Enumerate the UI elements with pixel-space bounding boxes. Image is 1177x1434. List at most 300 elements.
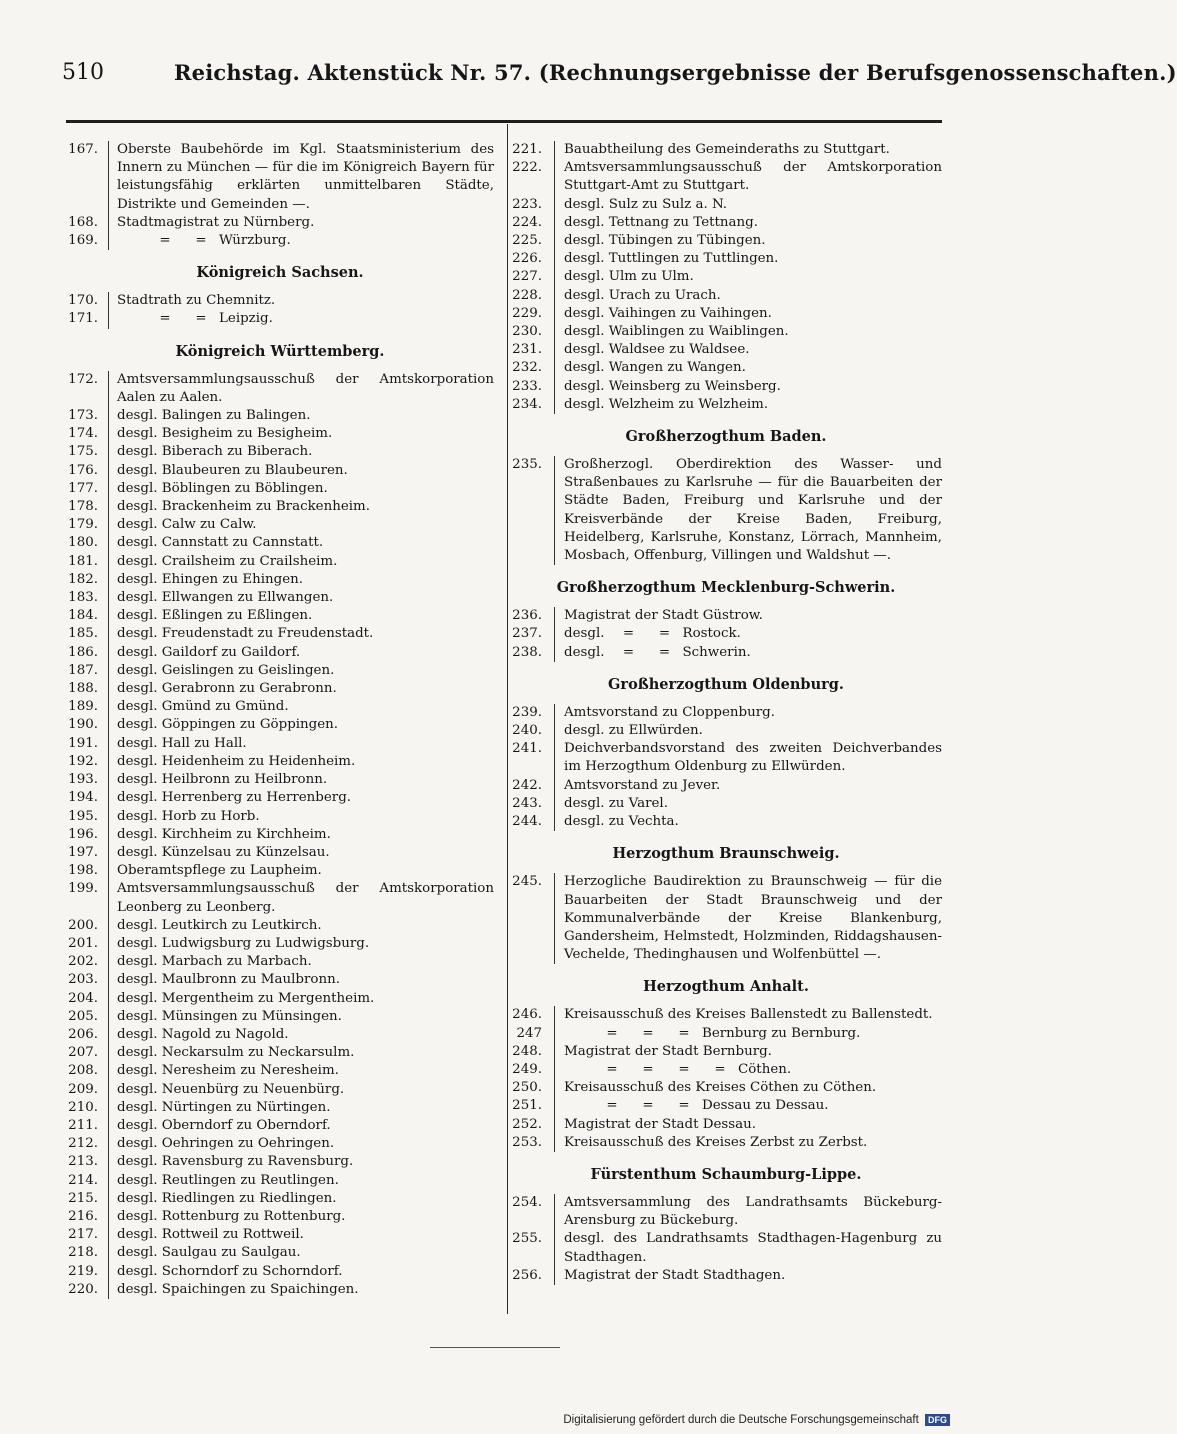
number-rule [108, 990, 109, 1008]
entry-number: 225. [512, 233, 542, 249]
list-entry [66, 1172, 494, 1190]
entry-number: 200. [68, 917, 98, 933]
entry-text: Kreisausschuß des Kreises Cöthen zu Cöthen. [564, 1080, 877, 1096]
entry-number: 221. [512, 142, 542, 157]
list-entry [510, 196, 942, 214]
entry-text: Großherzogl. Oberdirektion des Wasser- und Straßenbaues zu Karlsruhe — für die Bauarbeiten der Städte Baden, Freiburg und Karlsruhe und der Kreisverbände der Kreise Baden, Freiburg, Heidelberg, Karlsruhe, Konstanz, Lörrach, Mannheim, Mosbach, Offenburg, Villingen und Waldshut —. [564, 457, 942, 564]
list-entry [66, 880, 494, 916]
entry-number: 218. [68, 1245, 98, 1261]
entry-number: 190. [68, 717, 98, 733]
entry-text [564, 1061, 942, 1079]
number-rule [554, 1025, 555, 1043]
entry-text: desgl. Neckarsulm zu Neckarsulm. [117, 1045, 355, 1061]
entry-text: desgl. Gmünd zu Gmünd. [117, 699, 289, 715]
number-rule [108, 935, 109, 953]
number-rule [108, 826, 109, 844]
entry-number: 219. [68, 1263, 98, 1279]
entry-text: desgl. Saulgau zu Saulgau. [117, 1245, 301, 1261]
ditto-mark: = [195, 311, 207, 327]
entry-text [117, 232, 494, 250]
list-entry [510, 305, 942, 323]
entry-text: Amtsvorstand zu Jever. [564, 777, 721, 793]
number-rule [554, 873, 555, 964]
number-rule [554, 287, 555, 305]
list-entry [66, 498, 494, 516]
list-entry [66, 310, 494, 328]
number-rule [108, 1244, 109, 1262]
number-rule [108, 607, 109, 625]
entry-number: 170. [68, 293, 98, 309]
ditto-mark: = [642, 1098, 654, 1114]
entry-text: Amtsvorstand zu Cloppenburg. [564, 704, 775, 720]
number-rule [108, 698, 109, 716]
entry-place: Schwerin. [682, 644, 751, 660]
entry-number: 201. [68, 935, 98, 951]
section-heading: Königreich Sachsen. [196, 264, 364, 282]
entry-text: desgl. Maulbronn zu Maulbronn. [117, 972, 340, 988]
list-entry [510, 1079, 942, 1097]
number-rule [108, 971, 109, 989]
section-heading: Fürstenthum Schaumburg-Lippe. [590, 1165, 862, 1183]
entry-text: Oberste Baubehörde im Kgl. Staatsministerium des Innern zu München — für die im Königreich Bayern für leistungsfähig erklärten unmittelbaren Städte, Distrikte und Gemeinden —. [117, 142, 494, 212]
number-rule [108, 880, 109, 916]
entry-text: desgl. Oehringen zu Oehringen. [117, 1136, 335, 1152]
entry-prefix: desgl. [564, 644, 605, 660]
ditto-mark: = [642, 1061, 654, 1077]
number-rule [554, 1230, 555, 1266]
number-rule [554, 232, 555, 250]
entry-text: desgl. Ludwigsburg zu Ludwigsburg. [117, 935, 370, 951]
ditto-mark: = [195, 233, 207, 249]
entry-number: 206. [68, 1026, 98, 1042]
list-entry [510, 1097, 942, 1115]
list-entry [510, 341, 942, 359]
list-entry [510, 456, 942, 565]
entry-text: desgl. Tübingen zu Tübingen. [564, 233, 766, 249]
entry-number: 172. [68, 371, 98, 387]
entry-number: 208. [68, 1063, 98, 1079]
number-rule [108, 862, 109, 880]
number-rule [108, 1117, 109, 1135]
number-rule [108, 214, 109, 232]
entry-number: 180. [68, 535, 98, 551]
entry-number: 241. [512, 741, 542, 757]
list-entry [66, 735, 494, 753]
entry-text: desgl. Eßlingen zu Eßlingen. [117, 608, 313, 624]
list-entry [66, 644, 494, 662]
number-rule [554, 214, 555, 232]
entry-text: Magistrat der Stadt Güstrow. [564, 608, 763, 624]
entry-text: Amtsversammlung des Landrathsamts Bückeburg-Arensburg zu Bückeburg. [564, 1194, 942, 1229]
list-entry [510, 607, 942, 625]
list-entry [510, 141, 942, 159]
entry-place: Rostock. [682, 626, 741, 642]
list-entry [66, 698, 494, 716]
entry-number: 198. [68, 863, 98, 879]
list-entry [66, 516, 494, 534]
number-rule [554, 1267, 555, 1285]
number-rule [554, 740, 555, 776]
list-entry [66, 826, 494, 844]
list-entry [510, 378, 942, 396]
entry-number: 239. [512, 704, 542, 720]
entry-number: 186. [68, 644, 98, 660]
number-rule [108, 371, 109, 407]
entry-text: desgl. Balingen zu Balingen. [117, 408, 311, 424]
number-rule [554, 323, 555, 341]
entry-number: 235. [512, 457, 542, 473]
entry-number: 229. [512, 305, 542, 321]
entry-text: desgl. Marbach zu Marbach. [117, 954, 312, 970]
entry-text: desgl. Böblingen zu Böblingen. [117, 480, 328, 496]
entry-text: desgl. Tuttlingen zu Tuttlingen. [564, 251, 779, 267]
entry-text: desgl. Nagold zu Nagold. [117, 1026, 289, 1042]
entry-text: Deichverbandsvorstand des zweiten Deichverbandes im Herzogthum Oldenburg zu Ellwürden. [564, 741, 942, 775]
entry-text: Magistrat der Stadt Dessau. [564, 1116, 756, 1132]
list-entry [66, 1244, 494, 1262]
entry-number: 167. [68, 142, 98, 157]
list-entry [66, 214, 494, 232]
list-entry [66, 1208, 494, 1226]
entry-number: 254. [512, 1194, 542, 1210]
header-rule [66, 120, 942, 123]
section-heading: Großherzogthum Baden. [625, 428, 827, 446]
entry-number: 214. [68, 1172, 98, 1188]
ditto-mark: = [159, 233, 171, 249]
entry-text: desgl. zu Varel. [564, 795, 668, 811]
entry-text [564, 625, 942, 643]
entry-number: 246. [512, 1007, 542, 1023]
entry-number: 179. [68, 517, 98, 533]
entry-number: 176. [68, 462, 98, 478]
entry-number: 230. [512, 324, 542, 340]
number-rule [554, 644, 555, 662]
entry-text [117, 310, 494, 328]
number-rule [554, 625, 555, 643]
entry-place: Würzburg. [219, 233, 291, 249]
list-entry [510, 722, 942, 740]
number-rule [554, 250, 555, 268]
list-entry [510, 159, 942, 195]
list-entry [510, 777, 942, 795]
entry-text: Bauabtheilung des Gemeinderaths zu Stuttgart. [564, 142, 890, 157]
entry-prefix: desgl. [564, 626, 605, 642]
number-rule [108, 644, 109, 662]
section-heading: Herzogthum Braunschweig. [612, 845, 840, 863]
list-entry [510, 625, 942, 643]
number-rule [108, 662, 109, 680]
entry-number: 234. [512, 396, 542, 412]
entry-text: desgl. zu Ellwürden. [564, 723, 703, 739]
number-rule [108, 553, 109, 571]
list-entry [66, 971, 494, 989]
number-rule [108, 141, 109, 214]
number-rule [554, 268, 555, 286]
list-entry [510, 268, 942, 286]
entry-number: 255. [512, 1231, 542, 1247]
number-rule [554, 1043, 555, 1061]
ditto-mark: = [622, 644, 635, 660]
list-entry [510, 740, 942, 776]
list-entry [510, 1134, 942, 1152]
number-rule [108, 625, 109, 643]
entry-text: Kreisausschuß des Kreises Ballenstedt zu Ballenstedt. [564, 1007, 933, 1023]
list-entry [66, 480, 494, 498]
ditto-mark: = [678, 1098, 690, 1114]
entry-number: 217. [68, 1227, 98, 1243]
number-rule [554, 305, 555, 323]
entry-text: desgl. Münsingen zu Münsingen. [117, 1008, 342, 1024]
entry-number: 228. [512, 287, 542, 303]
entry-text: Amtsversammlungsausschuß der Amtskorporation Aalen zu Aalen. [117, 371, 494, 405]
number-rule [554, 196, 555, 214]
digitization-footer [563, 1414, 950, 1426]
list-entry [66, 1008, 494, 1026]
list-entry [510, 396, 942, 414]
entry-text: desgl. Geislingen zu Geislingen. [117, 662, 335, 678]
number-rule [108, 516, 109, 534]
entry-text: desgl. Welzheim zu Welzheim. [564, 396, 769, 412]
list-entry [510, 795, 942, 813]
list-entry [66, 753, 494, 771]
entry-text: desgl. Oberndorf zu Oberndorf. [117, 1117, 331, 1133]
entry-number: 222. [512, 160, 542, 176]
number-rule [108, 498, 109, 516]
number-rule [108, 1226, 109, 1244]
number-rule [554, 1079, 555, 1097]
page-header [62, 56, 1177, 96]
entry-number: 185. [68, 626, 98, 642]
entry-number: 231. [512, 342, 542, 358]
entry-text: desgl. Reutlingen zu Reutlingen. [117, 1172, 339, 1188]
number-rule [554, 1116, 555, 1134]
entry-text: desgl. Künzelsau zu Künzelsau. [117, 844, 330, 860]
number-rule [108, 716, 109, 734]
entry-number: 184. [68, 608, 98, 624]
entry-text: desgl. Calw zu Calw. [117, 517, 257, 533]
list-entry [510, 287, 942, 305]
list-entry [66, 1117, 494, 1135]
entry-number: 209. [68, 1081, 98, 1097]
number-rule [554, 813, 555, 831]
entry-number: 173. [68, 408, 98, 424]
entry-number: 253. [512, 1134, 542, 1150]
list-entry [510, 1267, 942, 1285]
list-entry [510, 323, 942, 341]
entry-text: Herzogliche Baudirektion zu Braunschweig — für die Bauarbeiten der Stadt Braunschweig und der Kommunalverbände der Kreise Blankenburg, Gandersheim, Helmstedt, Holzminden, Riddagshausen-Vechelde, Thedinghausen und Wolfenbüttel —. [564, 874, 942, 963]
list-entry [510, 1061, 942, 1079]
entry-place: Dessau zu Dessau. [702, 1098, 829, 1114]
number-rule [108, 1190, 109, 1208]
list-entry [66, 1281, 494, 1299]
entry-number: 174. [68, 426, 98, 442]
entry-text: desgl. Ravensburg zu Ravensburg. [117, 1154, 354, 1170]
list-entry [66, 680, 494, 698]
entry-text: desgl. Neresheim zu Neresheim. [117, 1063, 339, 1079]
list-entry [510, 232, 942, 250]
entry-text: Oberamtspflege zu Laupheim. [117, 863, 322, 879]
column-divider [507, 124, 508, 1314]
list-entry [66, 371, 494, 407]
number-rule [108, 571, 109, 589]
list-entry [510, 1006, 942, 1024]
entry-place: Leipzig. [219, 311, 273, 327]
list-entry [66, 589, 494, 607]
ditto-mark: = [606, 1098, 618, 1114]
list-entry [66, 292, 494, 310]
entry-number: 178. [68, 499, 98, 515]
list-entry [510, 359, 942, 377]
number-rule [108, 1081, 109, 1099]
entry-text [564, 1097, 942, 1115]
entry-text: desgl. Ulm zu Ulm. [564, 269, 694, 285]
entry-text: desgl. Neuenbürg zu Neuenbürg. [117, 1081, 345, 1097]
number-rule [554, 159, 555, 195]
number-rule [554, 396, 555, 414]
list-entry [66, 844, 494, 862]
entry-number: 224. [512, 214, 542, 230]
entry-number: 240. [512, 723, 542, 739]
entry-number: 220. [68, 1281, 98, 1297]
entry-text: desgl. Urach zu Urach. [564, 287, 721, 303]
number-rule [554, 141, 555, 159]
entry-text: desgl. Riedlingen zu Riedlingen. [117, 1190, 337, 1206]
entry-text: desgl. Heilbronn zu Heilbronn. [117, 772, 328, 788]
entry-text: desgl. Nürtingen zu Nürtingen. [117, 1099, 331, 1115]
section-heading: Großherzogthum Mecklenburg-Schwerin. [556, 579, 896, 597]
entry-number: 188. [68, 681, 98, 697]
list-entry [66, 771, 494, 789]
entry-number: 183. [68, 590, 98, 606]
entry-text: desgl. Leutkirch zu Leutkirch. [117, 917, 322, 933]
entry-number: 192. [68, 753, 98, 769]
entry-number: 193. [68, 772, 98, 788]
entry-number: 202. [68, 954, 98, 970]
entry-number: 236. [512, 608, 542, 624]
ditto-mark: = [622, 626, 635, 642]
number-rule [108, 443, 109, 461]
list-entry [510, 1025, 942, 1043]
number-rule [108, 808, 109, 826]
entry-text: desgl. Freudenstadt zu Freudenstadt. [117, 626, 374, 642]
entry-number: 191. [68, 735, 98, 751]
entry-text: Stadtmagistrat zu Nürnberg. [117, 214, 315, 230]
entry-number: 189. [68, 699, 98, 715]
entry-number: 251. [512, 1098, 542, 1114]
number-rule [108, 844, 109, 862]
entry-number: 187. [68, 662, 98, 678]
entry-text: desgl. Ehingen zu Ehingen. [117, 571, 304, 587]
entry-text: desgl. Ellwangen zu Ellwangen. [117, 590, 334, 606]
ditto-mark: = [678, 1025, 690, 1041]
entry-text [564, 1025, 942, 1043]
number-rule [108, 1208, 109, 1226]
number-rule [108, 462, 109, 480]
section-heading: Herzogthum Anhalt. [643, 978, 809, 996]
number-rule [554, 607, 555, 625]
list-entry [66, 917, 494, 935]
list-entry [510, 644, 942, 662]
list-entry [66, 1062, 494, 1080]
entry-number: 169. [68, 233, 98, 249]
list-entry [66, 1135, 494, 1153]
number-rule [554, 777, 555, 795]
list-entry [66, 1081, 494, 1099]
section-heading: Großherzogthum Oldenburg. [608, 675, 844, 693]
entry-number: 247 [516, 1025, 542, 1041]
entry-number: 227. [512, 269, 542, 285]
entry-number: 182. [68, 571, 98, 587]
list-entry [66, 571, 494, 589]
list-entry [66, 232, 494, 250]
number-rule [554, 378, 555, 396]
entry-number: 245. [512, 874, 542, 890]
entry-text: Amtsversammlungsausschuß der Amtskorporation Stuttgart-Amt zu Stuttgart. [564, 160, 942, 194]
list-entry [66, 789, 494, 807]
entry-number: 210. [68, 1099, 98, 1115]
entry-text: desgl. Blaubeuren zu Blaubeuren. [117, 462, 348, 478]
entry-text: desgl. Waldsee zu Waldsee. [564, 342, 750, 358]
list-entry [66, 534, 494, 552]
entry-number: 199. [68, 881, 98, 897]
list-entry [510, 1230, 942, 1266]
list-entry [66, 716, 494, 734]
entry-text: desgl. Göppingen zu Göppingen. [117, 717, 339, 733]
entry-number: 226. [512, 251, 542, 267]
entry-text: desgl. Mergentheim zu Mergentheim. [117, 990, 375, 1006]
list-entry [510, 1194, 942, 1230]
entry-text: desgl. Brackenheim zu Brackenheim. [117, 499, 371, 515]
entry-text: desgl. Schorndorf zu Schorndorf. [117, 1263, 343, 1279]
entry-number: 207. [68, 1045, 98, 1061]
list-entry [66, 1026, 494, 1044]
entry-text: Kreisausschuß des Kreises Zerbst zu Zerbst. [564, 1134, 868, 1150]
ditto-mark: = [606, 1061, 618, 1077]
entry-number: 243. [512, 795, 542, 811]
entry-number: 197. [68, 844, 98, 860]
number-rule [108, 589, 109, 607]
entry-text: desgl. Cannstatt zu Cannstatt. [117, 535, 324, 551]
ditto-mark: = [678, 1061, 690, 1077]
ditto-mark: = [606, 1025, 618, 1041]
number-rule [108, 1172, 109, 1190]
ditto-mark: = [658, 626, 671, 642]
entry-number: 168. [68, 214, 98, 230]
entry-number: 211. [68, 1117, 98, 1133]
entry-number: 250. [512, 1080, 542, 1096]
list-entry [66, 953, 494, 971]
number-rule [108, 953, 109, 971]
list-entry [510, 1043, 942, 1061]
entry-number: 238. [512, 644, 542, 660]
entry-text: desgl. Rottweil zu Rottweil. [117, 1227, 304, 1243]
number-rule [108, 917, 109, 935]
list-entry [66, 1044, 494, 1062]
ditto-mark: = [714, 1061, 726, 1077]
number-rule [108, 232, 109, 250]
number-rule [554, 704, 555, 722]
entry-number: 196. [68, 826, 98, 842]
entry-text: desgl. Besigheim zu Besigheim. [117, 426, 333, 442]
number-rule [108, 1062, 109, 1080]
entry-text: desgl. zu Vechta. [564, 814, 679, 830]
number-rule [108, 1008, 109, 1026]
entry-text: desgl. Wangen zu Wangen. [564, 360, 746, 376]
list-entry [66, 862, 494, 880]
list-entry [510, 250, 942, 268]
number-rule [554, 456, 555, 565]
entry-number: 215. [68, 1190, 98, 1206]
